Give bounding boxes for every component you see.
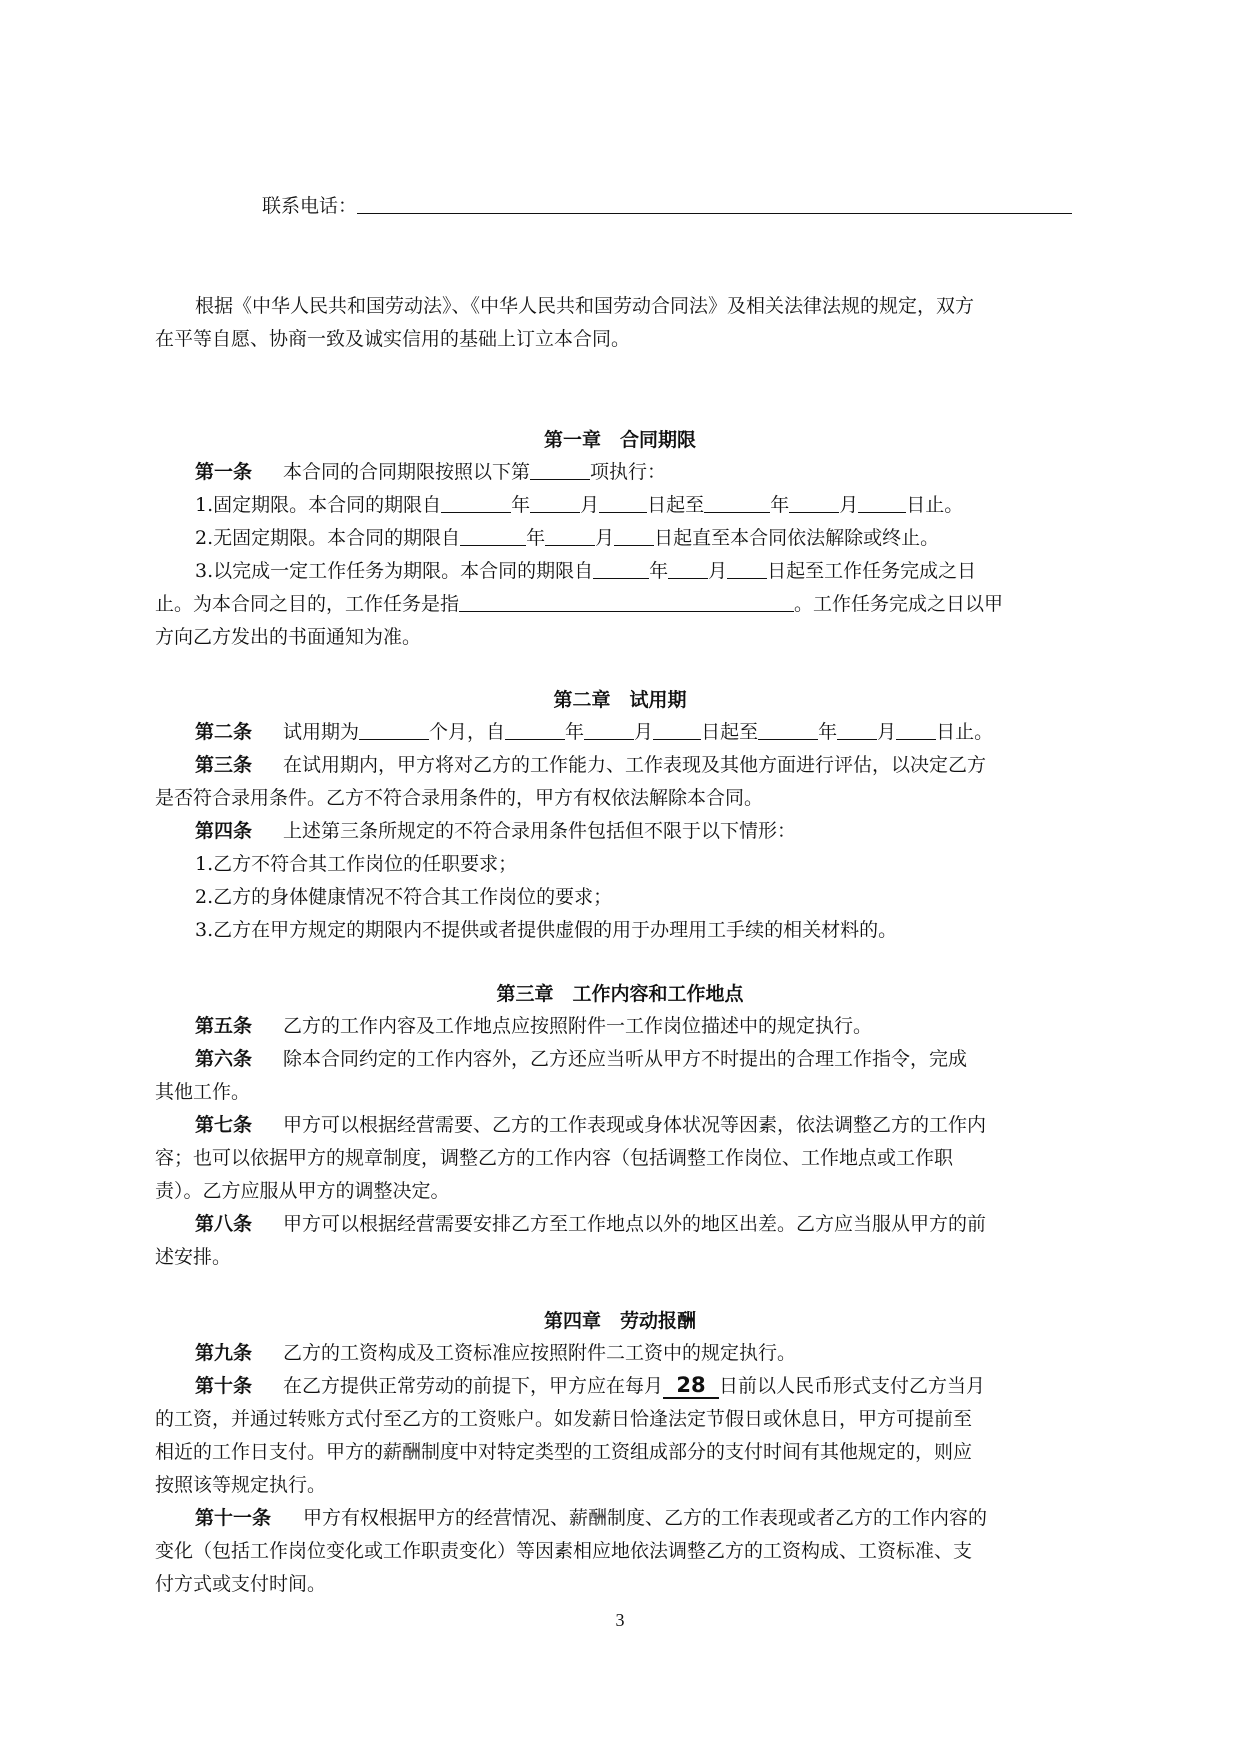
preamble-line-1: 根据《中华人民共和国劳动法》、《中华人民共和国劳动合同法》及相关法律法规的规定，双方	[195, 295, 975, 317]
article-10-line-2: 的工资，并通过转账方式付至乙方的工资账户。如发薪日恰逢法定节假日或休息日，甲方可提前至	[155, 1408, 973, 1430]
chapter-2-title: 第二章 试用期	[553, 689, 687, 711]
article-11-line-1: 第十一条 甲方有权根据甲方的经营情况、薪酬制度、乙方的工作表现或者乙方的工作内容的	[155, 1502, 1125, 1535]
article-8-number: 第八条	[195, 1213, 253, 1235]
article-2: 第二条 试用期为 个月，自 年 月 日起至 年 月 日止。	[155, 716, 1125, 749]
work-task-blank[interactable]	[459, 589, 794, 612]
article-4-item-2: 2.乙方的身体健康情况不符合其工作岗位的要求；	[195, 886, 613, 908]
article-6-line-1: 第六条 除本合同约定的工作内容外，乙方还应当听从甲方不时提出的合理工作指令，完成	[155, 1043, 1125, 1076]
term-option-2: 2.无固定期限。本合同的期限自 年 月 日起直至本合同依法解除或终止。	[155, 522, 1125, 555]
article-10-number: 第十条	[195, 1375, 253, 1397]
contact-phone-blank[interactable]	[357, 191, 1072, 214]
article-4-number: 第四条	[195, 820, 253, 842]
article-4: 第四条 上述第三条所规定的不符合录用条件包括但不限于以下情形：	[155, 815, 1125, 848]
article-10-line-3: 相近的工作日支付。甲方的薪酬制度中对特定类型的工资组成部分的支付时间有其他规定的，则应	[155, 1441, 973, 1463]
article-11-line-3: 付方式或支付时间。	[155, 1573, 327, 1595]
contact-phone-label: 联系电话：	[262, 195, 358, 217]
term-option-3-line-2: 止。为本合同之目的，工作任务是指 。工作任务完成之日以甲	[155, 588, 1085, 621]
article-1: 第一条 本合同的合同期限按照以下第 项执行：	[155, 456, 1125, 489]
article-3-line-2: 是否符合录用条件。乙方不符合录用条件的，甲方有权依法解除本合同。	[155, 787, 764, 809]
chapter-3-title: 第三章 工作内容和工作地点	[496, 983, 744, 1005]
article-3-line-1: 第三条 在试用期内，甲方将对乙方的工作能力、工作表现及其他方面进行评估，以决定乙方	[155, 749, 1125, 782]
article-6-line-2: 其他工作。	[155, 1081, 251, 1103]
page-number: 3	[615, 1610, 625, 1630]
article-10-line-4: 按照该等规定执行。	[155, 1474, 327, 1496]
article-10-line-1: 第十条 在乙方提供正常劳动的前提下，甲方应在每月 28 日前以人民币形式支付乙方当月	[155, 1370, 1125, 1403]
article-9-number: 第九条	[195, 1342, 253, 1364]
article-1-number: 第一条	[195, 461, 253, 483]
article-7-line-1: 第七条 甲方可以根据经营需要、乙方的工作表现或身体状况等因素，依法调整乙方的工作内	[155, 1109, 1125, 1142]
term-option-blank[interactable]	[530, 457, 590, 480]
article-3-number: 第三条	[195, 754, 253, 776]
article-6-number: 第六条	[195, 1048, 253, 1070]
article-7-line-3: 责）。乙方应服从甲方的调整决定。	[155, 1180, 450, 1202]
article-5: 第五条 乙方的工作内容及工作地点应按照附件一工作岗位描述中的规定执行。	[155, 1010, 1125, 1043]
article-8-line-1: 第八条 甲方可以根据经营需要安排乙方至工作地点以外的地区出差。乙方应当服从甲方的前	[155, 1208, 1125, 1241]
contact-phone-line	[262, 190, 1082, 223]
probation-months-blank[interactable]	[359, 717, 429, 740]
article-7-number: 第七条	[195, 1114, 253, 1136]
article-8-line-2: 述安排。	[155, 1246, 232, 1268]
term-option-3: 3.以完成一定工作任务为期限。本合同的期限自 年 月 日起至工作任务完成之日	[155, 555, 1125, 588]
article-4-item-1: 1.乙方不符合其工作岗位的任职要求；	[195, 853, 518, 875]
payday-value[interactable]: 28	[663, 1373, 719, 1399]
article-2-number: 第二条	[195, 721, 253, 743]
article-4-item-3: 3.乙方在甲方规定的期限内不提供或者提供虚假的用于办理用工手续的相关材料的。	[195, 919, 898, 941]
article-11-number: 第十一条	[195, 1507, 272, 1529]
preamble-line-2: 在平等自愿、协商一致及诚实信用的基础上订立本合同。	[155, 328, 631, 350]
term-option-3-line-3: 方向乙方发出的书面通知为准。	[155, 626, 422, 648]
article-11-line-2: 变化（包括工作岗位变化或工作职责变化）等因素相应地依法调整乙方的工资构成、工资标准、支	[155, 1540, 973, 1562]
term-option-1: 1.固定期限。本合同的期限自 年 月 日起至 年 月 日止。	[155, 489, 1125, 522]
chapter-1-title: 第一章 合同期限	[543, 429, 696, 451]
article-9: 第九条 乙方的工资构成及工资标准应按照附件二工资中的规定执行。	[155, 1337, 1125, 1370]
chapter-4-title: 第四章 劳动报酬	[543, 1310, 696, 1332]
article-7-line-2: 容；也可以依据甲方的规章制度，调整乙方的工作内容（包括调整工作岗位、工作地点或工作职	[155, 1147, 954, 1169]
article-5-number: 第五条	[195, 1015, 253, 1037]
